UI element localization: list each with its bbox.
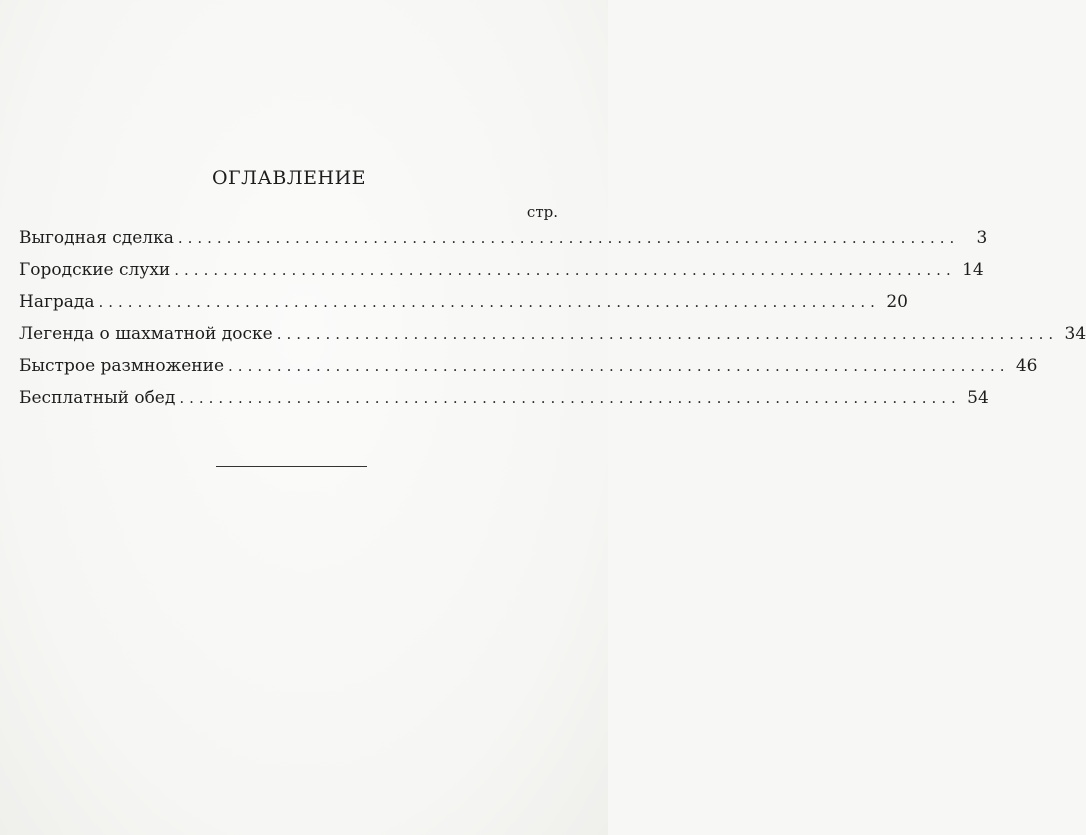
toc-entry-page: 34	[1064, 324, 1086, 344]
toc-entry-page: 54	[967, 388, 989, 408]
toc-entry-page: 3	[976, 228, 988, 248]
dot-leader: ................................................................................	[174, 261, 956, 279]
dot-leader: ................................................................................	[98, 293, 880, 311]
toc-entry-page: 14	[962, 260, 984, 280]
toc-entry	[19, 324, 1086, 356]
dot-leader: ................................................................................	[179, 389, 961, 407]
toc-title: ОГЛАВЛЕНИЕ	[211, 167, 367, 189]
toc-entry	[19, 292, 908, 324]
dot-leader: ................................................................................	[177, 229, 960, 247]
toc-list	[19, 228, 1086, 420]
toc-entry-title: Легенда о шахматной доске	[19, 324, 273, 344]
closing-rule	[216, 466, 367, 467]
toc-entry	[19, 356, 1038, 388]
toc-entry-title: Выгодная сделка	[19, 228, 174, 248]
toc-entry-title: Бесплатный обед	[19, 388, 176, 408]
toc-entry	[19, 260, 984, 292]
dot-leader: ................................................................................	[228, 357, 1010, 375]
toc-entry-page: 20	[886, 292, 908, 312]
toc-entry-title: Городские слухи	[19, 260, 171, 280]
toc-entry	[19, 228, 988, 260]
page-column-label: стр.	[526, 203, 558, 221]
dot-leader: ................................................................................	[276, 325, 1059, 343]
toc-entry	[19, 388, 989, 420]
toc-entry-title: Награда	[19, 292, 95, 312]
toc-entry-page: 46	[1015, 356, 1038, 376]
toc-entry-title: Быстрое размножение	[19, 356, 225, 376]
